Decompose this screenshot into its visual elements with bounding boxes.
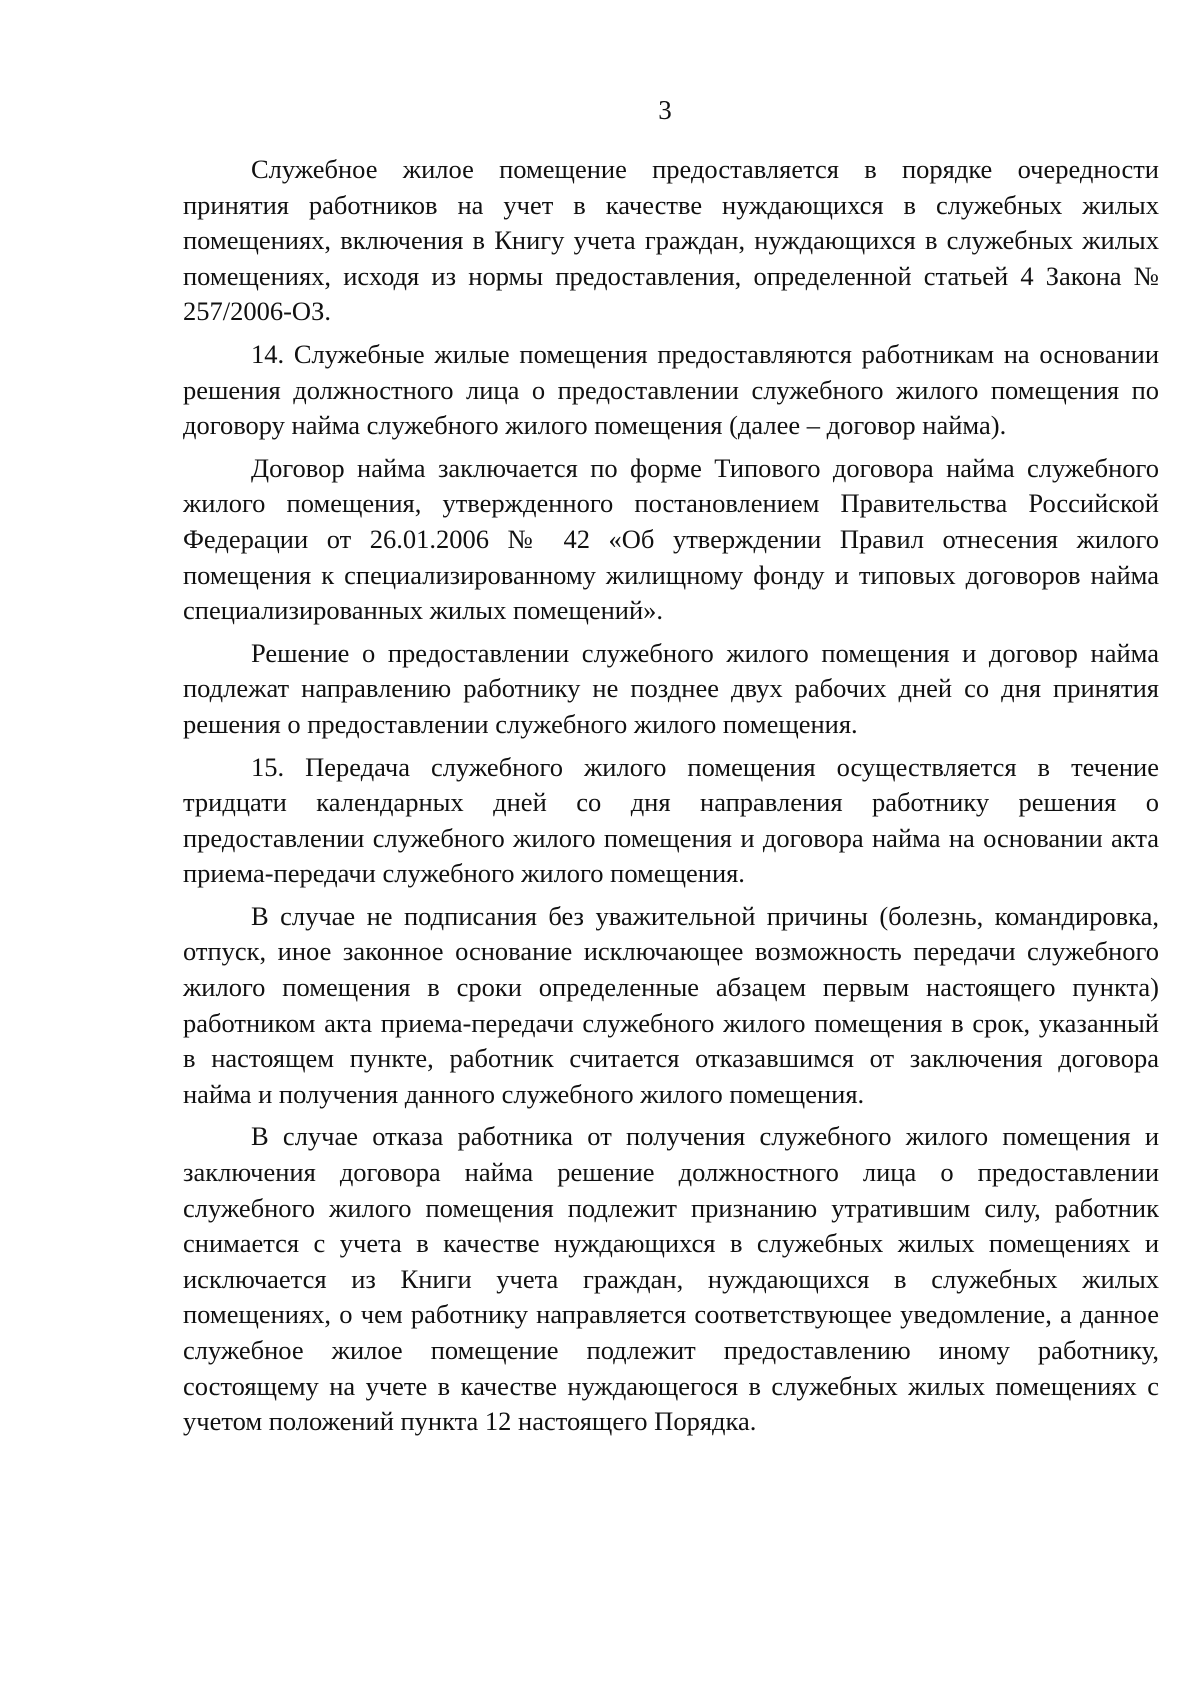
paragraph-refusal: В случае отказа работника от получения служебного жилого помещения и заключения договора найма решение должностного лица о предоставлении служебного жилого помещения подлежит признанию утратившим силу, работник снимается с учета в качестве нуждающихся в служебных жилых помещениях и исключается из Книги учета граждан, нуждающихся в служебных жилых помещениях, о чем работнику направляется соответствующее уведомление, а данное служебное жилое помещение подлежит предоставлению иному работнику, состоящему на учете в качестве нуждающегося в служебных жилых помещениях с учетом положений пункта 12 настоящего Порядка. (183, 1121, 1159, 1437)
paragraph-lease-contract-form: Договор найма заключается по форме Типового договора найма служебного жилого помещения, утвержденного постановлением Правительства Российской Федерации от 26.01.2006 № 42 «Об утверждении Правил отнесения жилого помещения к специализированному жилищному фонду и типовых договоров найма специализированных жилых помещений». (183, 452, 1159, 626)
paragraph-housing-order: Служебное жилое помещение предоставляется в порядке очередности принятия работников на учет в качестве нуждающихся в служебных жилых помещениях, включения в Книгу учета граждан, нуждающихся в служебных жилых помещениях, исходя из нормы предоставления, определенной статьей 4 Закона № 257/2006-ОЗ. (183, 154, 1159, 327)
paragraph-item-15: 15. Передача служебного жилого помещения осуществляется в течение тридцати календарных дней со дня направления работнику решения о предоставлении служебного жилого помещения и договора найма на основании акта приема-передачи служебного жилого помещения. (183, 751, 1159, 889)
page-number: 3 (658, 95, 672, 125)
paragraph-decision-delivery: Решение о предоставлении служебного жилого помещения и договор найма подлежат направлению работнику не позднее двух рабочих дней со дня принятия решения о предоставлении служебного жилого помещения. (183, 637, 1159, 739)
paragraph-non-signing: В случае не подписания без уважительной причины (болезнь, командировка, отпуск, иное законное основание исключающее возможность передачи служебного жилого помещения в сроки определенные абзацем первым настоящего пункта) работником акта приема-передачи служебного жилого помещения в срок, указанный в настоящем пункте, работник считается отказавшимся от заключения договора найма и получения данного служебного жилого помещения. (183, 900, 1159, 1109)
paragraph-item-14: 14. Служебные жилые помещения предоставляются работникам на основании решения должностного лица о предоставлении служебного жилого помещения по договору найма служебного жилого помещения (далее – договор найма). (183, 338, 1159, 441)
document-body (183, 152, 1159, 1440)
